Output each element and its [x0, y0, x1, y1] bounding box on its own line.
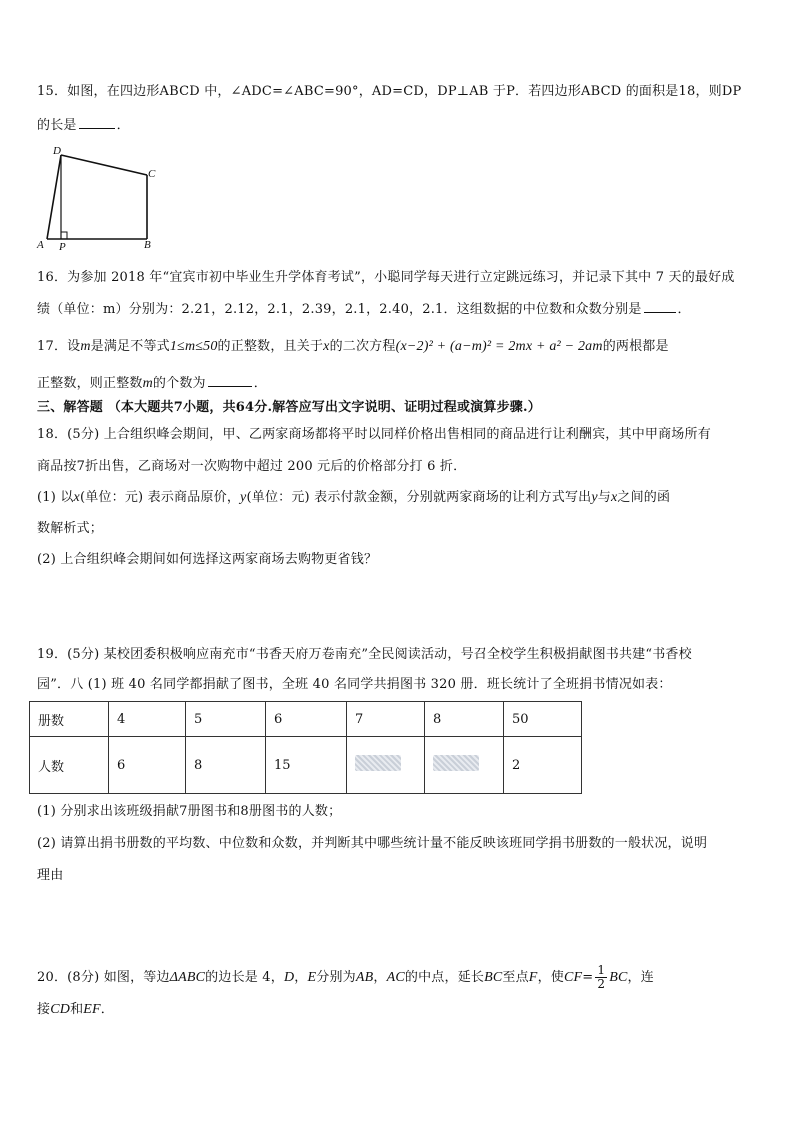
- obscured-value-mark: [433, 755, 479, 771]
- q18-p1-e: 之间的函: [617, 490, 671, 505]
- table-row: [30, 702, 582, 737]
- label-P: P: [59, 241, 66, 253]
- table-cell: 人数: [30, 737, 109, 794]
- q17-part-b: 是满足不等式: [90, 339, 170, 354]
- q17-line2-end: ．: [253, 376, 267, 391]
- q17-line2-var-m: m: [142, 376, 153, 391]
- q17-line2-a: 正整数，则正整数: [37, 376, 143, 391]
- right-angle-mark: [61, 232, 67, 239]
- q16-answer-blank: [644, 298, 676, 313]
- table-cell: 7: [347, 702, 425, 737]
- q16-text-line2: [37, 298, 691, 320]
- q18-p1-d: 与: [597, 490, 611, 505]
- q18-var-y2: y: [591, 490, 598, 505]
- q20-seg-AC: AC: [386, 970, 405, 985]
- q20-text-line1: [37, 964, 654, 991]
- q20-f: 的中点，延长: [404, 970, 485, 985]
- q18-var-y: y: [240, 490, 247, 505]
- q20-seg-AB: AB: [355, 970, 374, 985]
- q20-i: ，连: [627, 970, 654, 985]
- q20-line2-a: 接: [37, 1002, 51, 1017]
- q17-part-c: 的正整数，且关于: [217, 339, 324, 354]
- q17-text-line2: [37, 372, 267, 394]
- q20-c: ，: [294, 970, 308, 985]
- q20-line2-b: 和: [70, 1002, 84, 1017]
- q20-seg-CF: CF: [563, 970, 583, 985]
- label-D: D: [53, 145, 61, 157]
- table-cell: 50: [504, 702, 582, 737]
- q18-part1-line1: [37, 488, 670, 508]
- q17-inequality: 1≤m≤50: [169, 339, 218, 354]
- q19-part2-line1: (2) 请算出捐书册数的平均数、中位数和众数，并判断其中哪些统计量不能反映该班同学捐书册数的一般状况，说明: [37, 836, 708, 851]
- label-B: B: [144, 239, 151, 251]
- q18-text-line1: 18．(5分) 上合组织峰会期间，甲、乙两家商场都将平时以同样价格出售相同的商品进行让利酬宾，其中甲商场所有: [37, 427, 711, 442]
- q15-text-line2: [37, 114, 130, 136]
- edge-DC: [61, 155, 147, 175]
- q18-p1-c: (单位：元) 表示付款金额，分别就两家商场的让利方式写出: [246, 490, 592, 505]
- q15-figure: [34, 142, 164, 254]
- table-cell-hidden-7: [347, 737, 425, 794]
- obscured-value-mark: [355, 755, 401, 771]
- table-cell: 册数: [30, 702, 109, 737]
- section-heading: 三、解答题 （本大题共7小题，共64分.解答应写出文字说明、证明过程或演算步骤.）: [37, 400, 541, 415]
- q20-seg-EF: EF: [83, 1002, 101, 1017]
- edge-AD: [47, 155, 61, 239]
- q17-var-x: x: [323, 339, 330, 354]
- table-cell: 6: [266, 702, 347, 737]
- q18-var-x2: x: [610, 490, 618, 505]
- q20-b: 的边长是 4，: [205, 970, 284, 985]
- q18-var-x: x: [73, 490, 80, 505]
- table-cell: 8: [186, 737, 266, 794]
- table-cell: 4: [109, 702, 186, 737]
- table-cell: 6: [109, 737, 186, 794]
- table-cell-hidden-8: [425, 737, 504, 794]
- label-A: A: [37, 239, 44, 251]
- q18-part2: (2) 上合组织峰会期间如何选择这两家商场去购物更省钱？: [37, 552, 378, 567]
- donation-table: [29, 701, 582, 794]
- q17-part-d: 的二次方程: [329, 339, 396, 354]
- q20-fraction: [595, 964, 607, 991]
- q15-answer-blank: [79, 114, 115, 129]
- q17-answer-blank: [208, 372, 252, 387]
- q17-part-a: 17．设: [37, 339, 81, 354]
- q18-text-line2: 商品按7折出售，乙商场对一次购物中超过 200 元后的价格部分打 6 折．: [37, 459, 467, 474]
- q20-seg-BC2: BC: [609, 970, 628, 985]
- q16-line2-end: ．: [677, 302, 691, 317]
- q16-text-line1: 16．为参加 2018 年“宜宾市初中毕业生升学体育考试”，小聪同学每天进行立定跳远练习，并记录下其中 7 天的最好成: [37, 270, 735, 285]
- q20-seg-CD: CD: [50, 1002, 71, 1017]
- table-cell: 8: [425, 702, 504, 737]
- q17-text-line1: [37, 337, 669, 357]
- q20-seg-BC: BC: [484, 970, 503, 985]
- q20-d: 分别为: [316, 970, 356, 985]
- q18-part1-line2: 数解析式；: [37, 521, 104, 536]
- q20-a: 20．(8分) 如图，等边: [37, 970, 170, 985]
- q15-text-line1: 15．如图，在四边形ABCD 中，∠ADC=∠ABC=90°，AD=CD，DP⊥AB 于P．若四边形ABCD 的面积是18，则DP: [37, 84, 742, 99]
- q19-part2-line2: 理由: [37, 868, 64, 883]
- fraction-numerator: 1: [597, 963, 606, 977]
- q18-p1-a: (1) 以: [37, 490, 74, 505]
- q20-point-E: E: [307, 970, 317, 985]
- q17-line2-b: 的个数为: [152, 376, 206, 391]
- q19-text-line2: 园”．八 (1) 班 40 名同学都捐献了图书，全班 40 名同学共捐图书 320 册．班长统计了全班捐书情况如表：: [37, 677, 672, 692]
- q20-e: ，: [373, 970, 387, 985]
- q20-equals: =: [582, 970, 594, 985]
- table-row: [30, 737, 582, 794]
- q20-point-F: F: [528, 970, 538, 985]
- q15-line2-end: ．: [116, 118, 130, 133]
- table-cell: 15: [266, 737, 347, 794]
- q20-triangle: ΔABC: [169, 970, 206, 985]
- q20-line2-c: ．: [100, 1002, 114, 1017]
- q17-equation: (x−2)² + (a−m)² = 2mx + a² − 2am: [395, 339, 603, 354]
- q16-line2-text: 绩（单位：m）分别为：2.21，2.12，2.1，2.39，2.1，2.40，2.1．这组数据的中位数和众数分别是: [37, 302, 642, 317]
- q20-g: 至点: [502, 970, 529, 985]
- q17-part-e: 的两根都是: [602, 339, 669, 354]
- table-cell: 2: [504, 737, 582, 794]
- q17-var-m: m: [80, 339, 91, 354]
- q20-h: ，使: [537, 970, 564, 985]
- q18-p1-b: (单位：元) 表示商品原价，: [79, 490, 241, 505]
- q19-part1: (1) 分别求出该班级捐献7册图书和8册图书的人数；: [37, 804, 342, 819]
- q20-text-line2: [37, 1000, 114, 1020]
- q19-text-line1: 19．(5分) 某校团委积极响应南充市“书香天府万卷南充”全民阅读活动，号召全校学生积极捐献图书共建“书香校: [37, 647, 692, 662]
- table-cell: 5: [186, 702, 266, 737]
- label-C: C: [148, 168, 156, 180]
- fraction-denominator: 2: [597, 977, 606, 991]
- q15-line2-text: 的长是: [37, 118, 77, 133]
- q20-point-D: D: [283, 970, 295, 985]
